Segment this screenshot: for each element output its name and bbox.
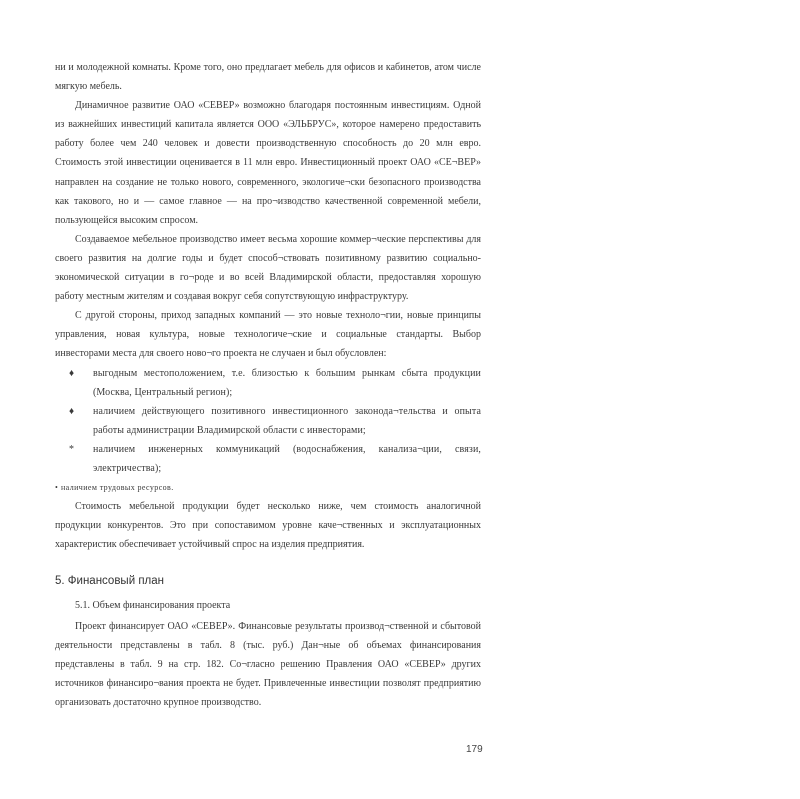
paragraph-cost: Стоимость мебельной продукции будет несколько ниже, чем стоимость аналогичной продукции конкурентов. Это при сопоставимом уровне каче¬ственных и эксплуатационных характеристик обеспечивает устойчивый спрос на изделия предприятия. (55, 501, 481, 551)
bullet-icon: ♦ (69, 405, 75, 417)
list-item (55, 402, 481, 440)
list-item-text: наличием трудовых ресурсов. (61, 483, 174, 493)
paragraph-continuation: ни и молодежной комнаты. Кроме того, оно предлагает мебель для офисов и кабинетов, атом числе мягкую мебель. (55, 62, 481, 93)
paragraph-investments: Динамичное развитие ОАО «СЕВЕР» возможно благодаря постоянным инвестициям. Одной из важнейших инвестиций капитала является ООО «ЭЛЬБРУС», которое намерено предоставить работу более чем 240 человек и довести производственную способность до 20 млн евро. Стоимость этой инвестиции оценивается в 11 млн евро. Инвестиционный проект ОАО «СЕ¬ВЕР» направлен на создание не только нового, современного, экологиче¬ски безопасного производства как такового, но и — самое главное — на про¬изводство качественной современной мебели, пользующейся высоким спросом. (55, 100, 481, 226)
list-item (55, 440, 481, 478)
bullet-icon: ♦ (69, 367, 75, 379)
paragraph-prospects: Создаваемое мебельное производство имеет весьма хорошие коммер¬ческие перспективы для своего развития на долгие годы и будет способ¬ствовать позитивному развитию социально-экономической ситуации в го¬роде и во всей Владимирской области, предоставляя хорошую работу местным жителям и создавая вокруг себя сопутствующую инфраструктуру. (55, 233, 481, 303)
bullet-icon: * (69, 443, 75, 455)
list-item-text: выгодным местоположением, т.е. близостью к большим рынкам сбыта продукции (Москва, Центральный регион); (93, 367, 481, 398)
list-item (55, 364, 481, 402)
subsection-heading: 5.1. Объем финансирования проекта (75, 599, 231, 611)
reasons-list (55, 364, 481, 498)
section-heading: 5. Финансовый план (55, 575, 165, 588)
list-item (55, 478, 481, 497)
body-text (55, 58, 481, 712)
paragraph-financing: Проект финансирует ОАО «СЕВЕР». Финансовые результаты производ¬ственной и сбытовой деятельности представлены в табл. 8 (тыс. руб.) Дан¬ные об объемах финансирования представлены в табл. 9 на стр. 182. Со¬гласно решению Правления ОАО «СЕВЕР» других источников финансиро¬вания проекта не будет. Привлеченные инвестиции позволят предприятию организовать достаточно крупное производство. (55, 620, 481, 708)
page-number: 179 (466, 744, 483, 755)
list-item-text: наличием действующего позитивного инвестиционного законода¬тельства и опыта работы администрации Владимирской области с инвесторами; (93, 405, 481, 436)
paragraph-western-companies: С другой стороны, приход западных компаний — это новые техноло¬гии, новые принципы управления, новая культура, новые технологиче¬ские и социальные стандарты. Выбор инвесторами места для своего ново¬го проекта не случаен и был обусловлен: (55, 310, 481, 360)
bullet-icon: • (55, 483, 59, 493)
list-item-text: наличием инженерных коммуникаций (водоснабжения, канализа¬ции, связи, электричества); (93, 443, 481, 474)
